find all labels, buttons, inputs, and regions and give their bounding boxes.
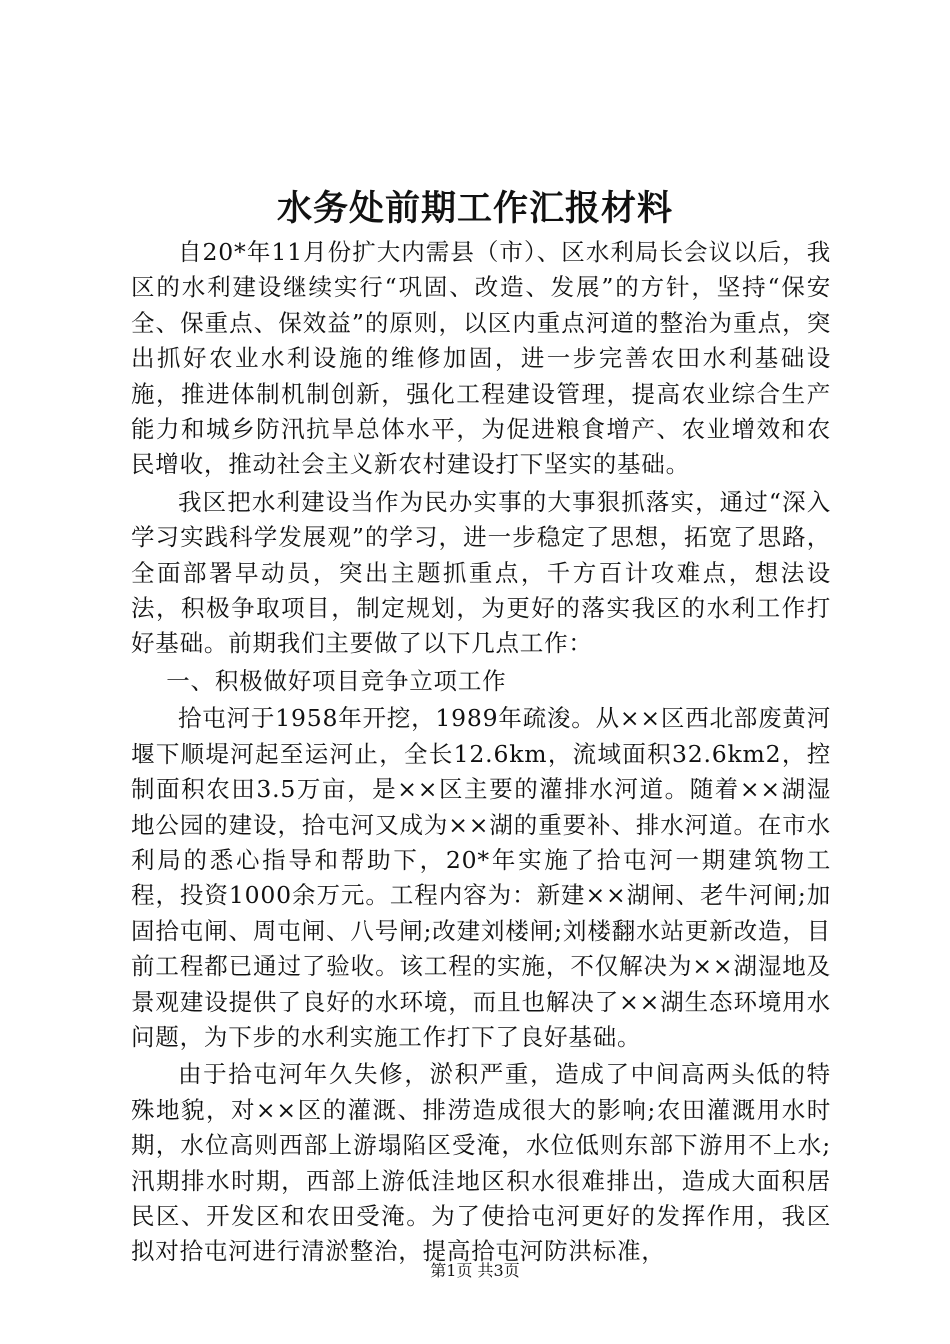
paragraph-dredging-plan: 由于拾屯河年久失修，淤积严重，造成了中间高两头低的特殊地貌，对××区的灌溉、排涝造成很大的影响;农田灌溉用水时期，水位高则西部上游塌陷区受淹，水位低则东部下游用不上水;汛期排水时期，西部上游低洼地区积水很难排出，造成大面积居民区、开发区和农田受淹。为了使拾屯河更好的发挥作用，我区拟对拾屯河进行清淤整治，提高拾屯河防洪标准， <box>131 1060 831 1266</box>
paragraph-shitun-river: 拾屯河于1958年开挖，1989年疏浚。从××区西北部废黄河堰下顺堤河起至运河止，全长12.6km，流域面积32.6km2，控制面积农田3.5万亩，是××区主要的灌排水河道。随着××湖湿地公园的建设，拾屯河又成为××湖的重要补、排水河道。在市水利局的悉心指导和帮助下，20*年实施了拾屯河一期建筑物工程，投资1000余万元。工程内容为：新建××湖闸、老牛河闸;加固拾屯闸、周屯闸、八号闸;改建刘楼闸;刘楼翻水站更新改造，目前工程都已通过了验收。该工程的实施，不仅解决为××湖湿地及景观建设提供了良好的水环境，而且也解决了××湖生态环境用水问题，为下步的水利实施工作打下了良好基础。 <box>131 704 831 1051</box>
document-body <box>131 235 831 1272</box>
paragraph-work-summary: 我区把水利建设当作为民办实事的大事狠抓落实，通过“深入学习实践科学发展观”的学习，进一步稳定了思想，拓宽了思路，全面部署早动员，突出主题抓重点，千方百计攻难点，想法设法，积极争取项目，制定规划，为更好的落实我区的水利工作打好基础。前期我们主要做了以下几点工作： <box>131 487 831 658</box>
page-footer: 第1页 共3页 <box>430 1261 520 1280</box>
section-heading: 一、积极做好项目竞争立项工作 <box>166 666 507 695</box>
paragraph-intro: 自20*年11月份扩大内需县（市）、区水利局长会议以后，我区的水利建设继续实行“巩固、改造、发展”的方针，坚持“保安全、保重点、保效益”的原则，以区内重点河道的整治为重点，突出抓好农业水利设施的维修加固，进一步完善农田水利基础设施，推进体制机制创新，强化工程建设管理，提高农业综合生产能力和城乡防汛抗旱总体水平，为促进粮食增产、农业增效和农民增收，推动社会主义新农村建设打下坚实的基础。 <box>131 238 831 479</box>
document-title: 水务处前期工作汇报材料 <box>276 188 673 229</box>
